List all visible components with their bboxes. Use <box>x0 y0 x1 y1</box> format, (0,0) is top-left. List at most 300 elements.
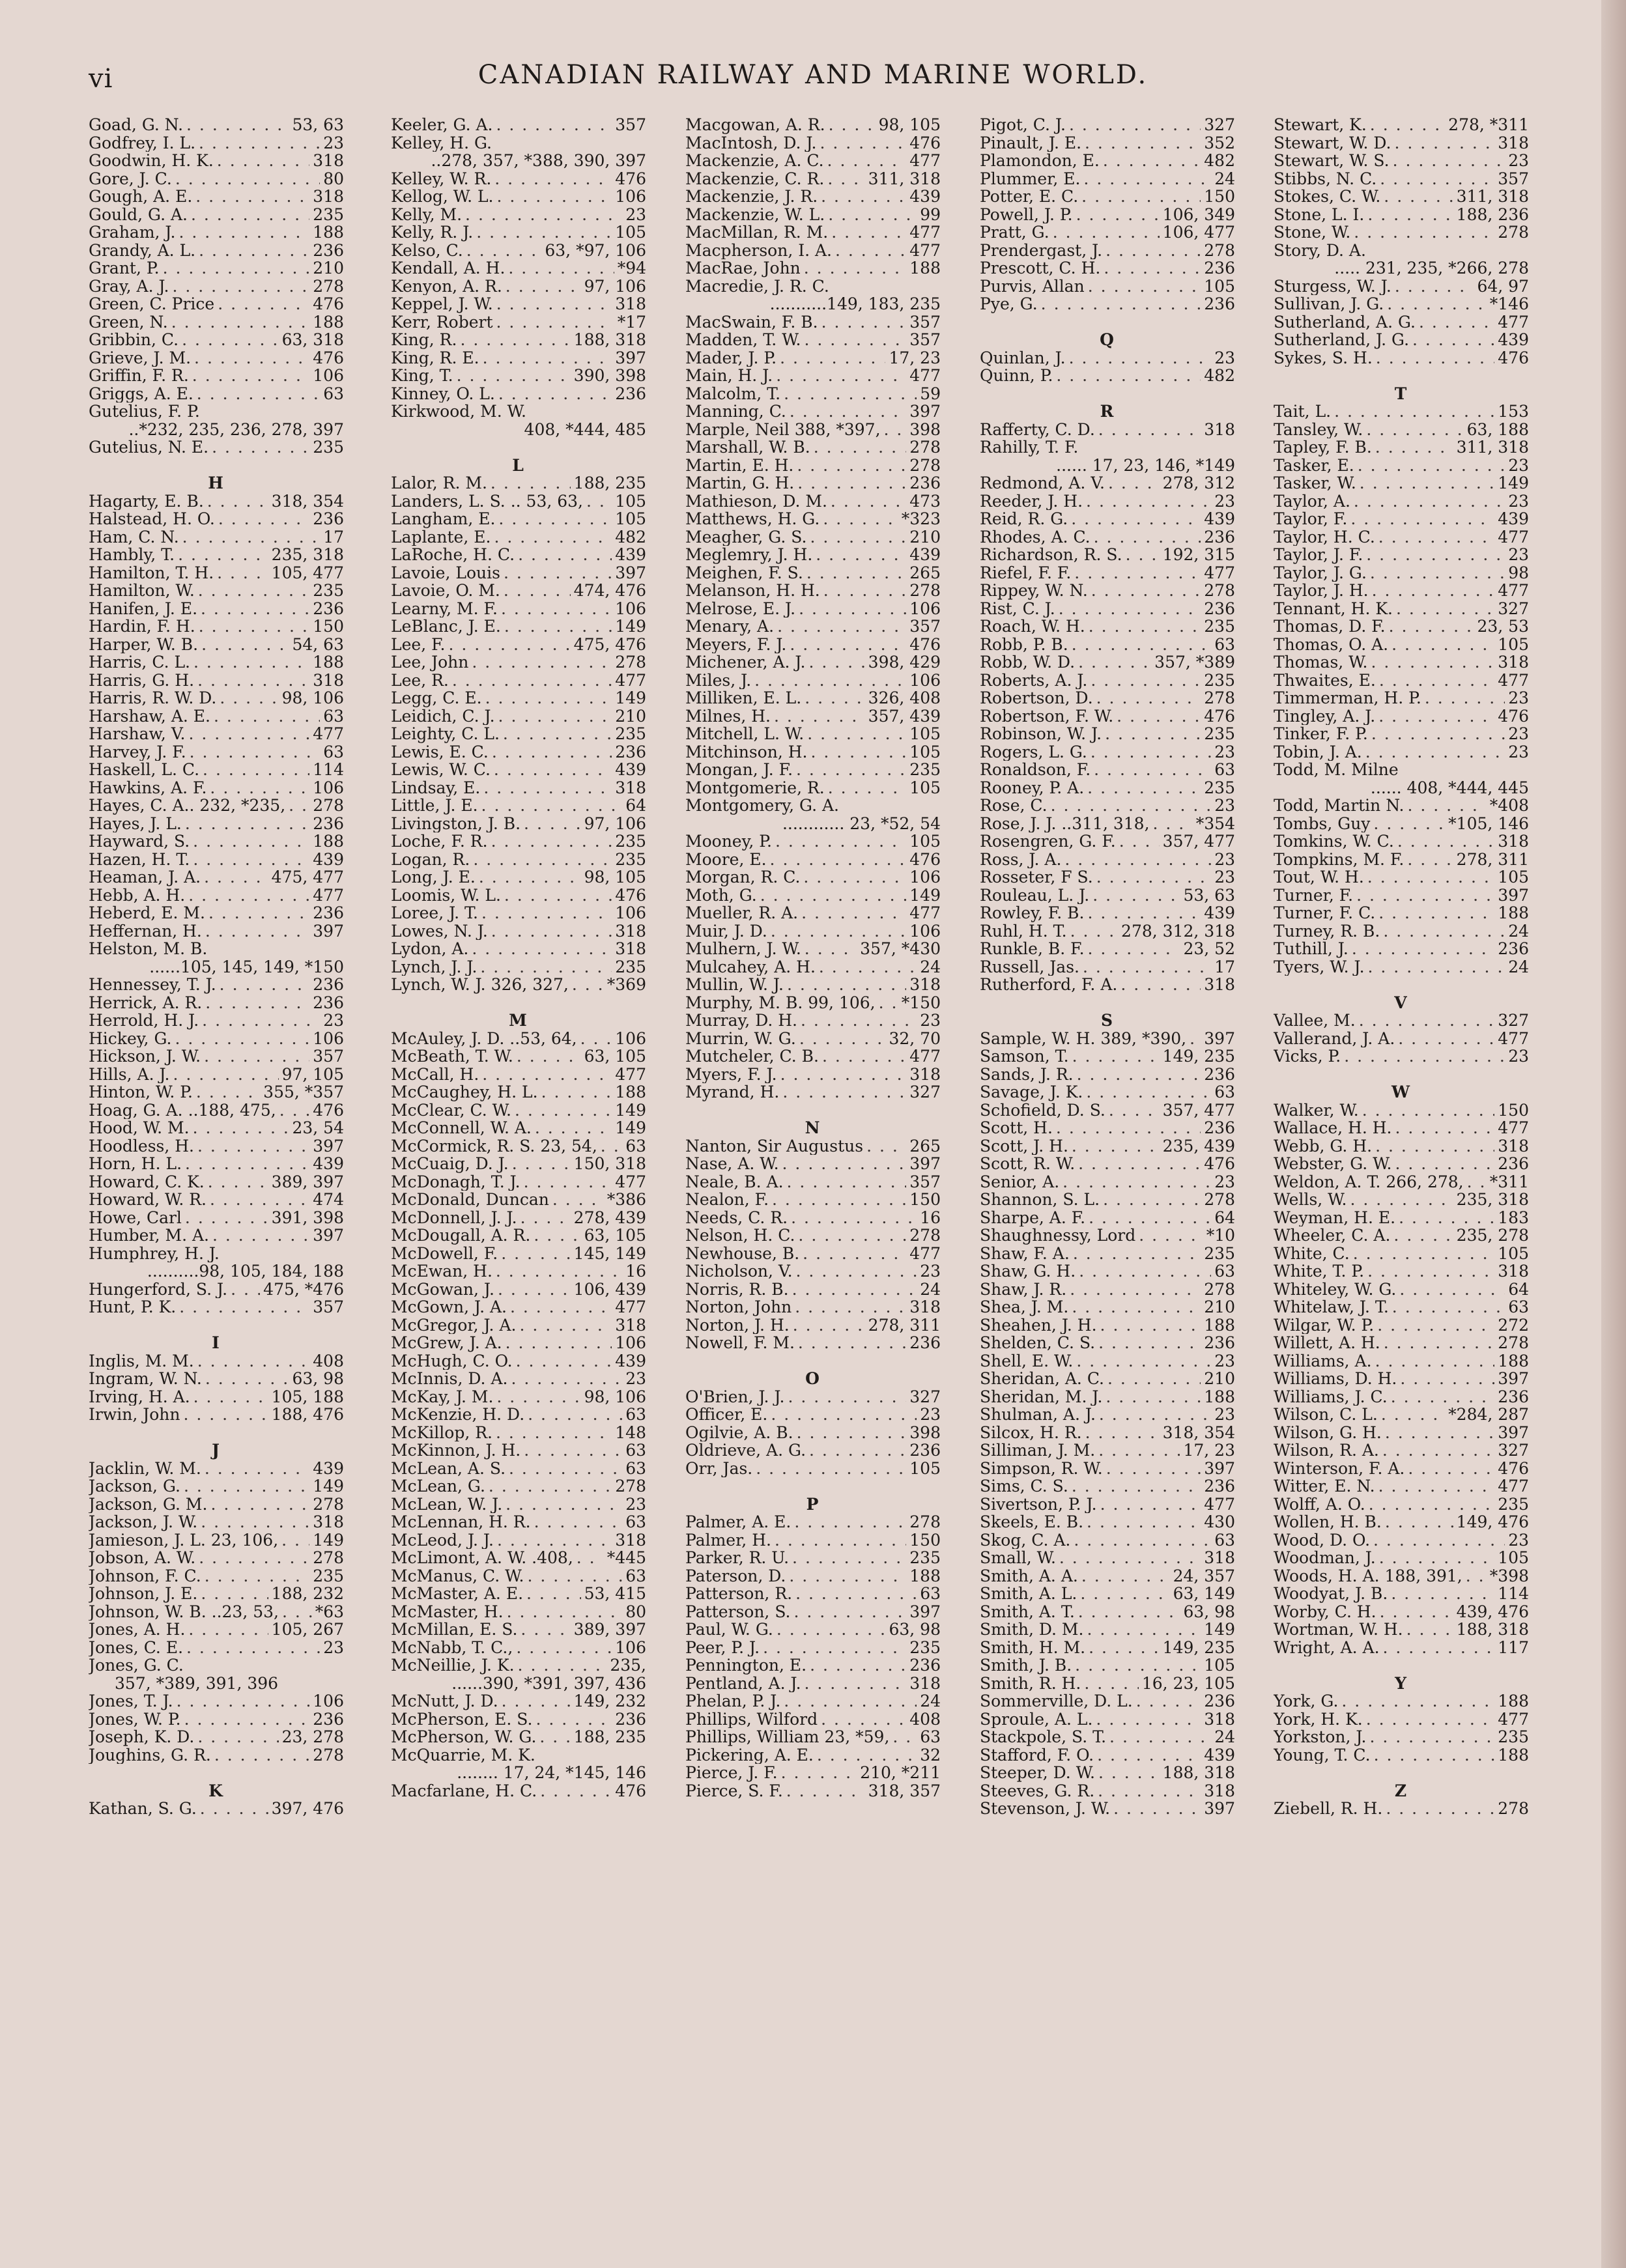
entry-name: Hambly, T. <box>89 546 175 564</box>
dot-leader <box>491 474 571 492</box>
dot-leader <box>483 779 612 797</box>
entry-name: Leidich, C. J. <box>391 707 495 725</box>
index-entry <box>89 653 344 672</box>
dot-leader <box>494 170 612 188</box>
page-refs: 236 <box>313 993 344 1012</box>
index-entry <box>980 528 1235 546</box>
page-refs: 32, 70 <box>889 1029 941 1047</box>
entry-name: Vallerand, J. A. <box>1274 1029 1395 1047</box>
index-entry <box>980 636 1235 654</box>
dot-leader <box>481 904 612 922</box>
dot-leader <box>1397 832 1494 851</box>
index-entry <box>980 1101 1235 1120</box>
index-entry <box>685 1209 941 1227</box>
index-entry <box>685 1639 941 1657</box>
page-refs: 391, 398 <box>271 1208 344 1226</box>
index-entry <box>685 994 941 1012</box>
entry-name: Jackson, J. W. <box>89 1513 198 1531</box>
entry-name: Langham, E. <box>391 510 496 528</box>
index-entry <box>685 564 941 582</box>
page-refs: 476 <box>1204 707 1235 725</box>
dot-leader <box>205 1460 309 1478</box>
index-entry <box>685 170 941 188</box>
section-gap <box>980 313 1235 332</box>
dot-leader <box>485 689 612 707</box>
page-refs: 105 <box>615 510 646 528</box>
page-refs: 188 <box>1498 1746 1529 1764</box>
dot-leader <box>1072 1477 1201 1495</box>
index-entry <box>89 922 344 941</box>
page-refs: 105 <box>1204 277 1235 295</box>
page-refs: 397 <box>1498 1370 1529 1388</box>
dot-leader <box>801 1012 917 1030</box>
entry-name: Harper, W. B. <box>89 635 199 653</box>
index-entry <box>1274 170 1529 188</box>
page-refs: 318 <box>1498 134 1529 152</box>
index-entry <box>391 1495 646 1514</box>
dot-leader <box>185 815 309 833</box>
entry-name: Wallace, H. H. <box>1274 1119 1392 1137</box>
page-refs: 236 <box>313 976 344 994</box>
dot-leader <box>829 116 876 134</box>
entry-name: Harris, R. W. D. <box>89 689 217 707</box>
index-entry <box>980 1800 1235 1818</box>
page-refs: 149 <box>615 1101 646 1119</box>
entry-name: Stewart, K. <box>1274 116 1367 134</box>
dot-leader <box>835 242 906 260</box>
entry-name: Scott, H. <box>980 1119 1053 1137</box>
entry-name: Michener, A. J. <box>685 653 806 672</box>
page-refs: 236 <box>1498 940 1529 958</box>
dot-leader <box>1070 1281 1201 1299</box>
entry-name: Nelson, H. C. <box>685 1226 795 1245</box>
dot-leader <box>797 1424 907 1442</box>
dot-leader <box>808 653 864 672</box>
entry-name: Rouleau, L. J. <box>980 886 1090 904</box>
entry-name: Robb, W. D. <box>980 653 1076 672</box>
entry-name: Pigot, C. J. <box>980 116 1066 134</box>
index-entry <box>391 1298 646 1316</box>
index-entry <box>89 1549 344 1567</box>
page-refs: 23 <box>1508 1531 1529 1549</box>
dot-leader <box>1059 600 1201 618</box>
dot-leader <box>516 1352 612 1370</box>
entry-name: Woodman, J. <box>1274 1549 1376 1567</box>
page-refs: 477 <box>615 1065 646 1083</box>
index-entry <box>1274 886 1529 905</box>
section-letter: O <box>805 1370 821 1388</box>
page-refs: 114 <box>313 761 344 779</box>
index-entry <box>685 976 941 994</box>
index-entry <box>89 134 344 152</box>
dot-leader <box>190 743 321 761</box>
page-refs: 397 <box>1204 1800 1235 1818</box>
entry-name: Rosengren, G. F. <box>980 832 1116 851</box>
dot-leader <box>518 1656 607 1675</box>
dot-leader <box>498 1281 571 1299</box>
index-entry <box>1274 1173 1529 1191</box>
page-refs: 149 <box>615 1119 646 1137</box>
entry-name: Meyers, F. J. <box>685 635 787 653</box>
index-entry-continuation <box>391 1675 646 1693</box>
entry-name: McEwan, H. <box>391 1262 492 1281</box>
section-letter: Q <box>1100 331 1115 349</box>
page-refs: 188 <box>1498 1352 1529 1370</box>
page-refs: 23 <box>920 1406 941 1424</box>
dot-leader <box>217 564 268 582</box>
entry-name: Wheeler, C. A. <box>1274 1226 1391 1245</box>
dot-leader <box>805 689 864 707</box>
index-entry <box>685 761 941 779</box>
page-refs: 98, 105 <box>878 116 941 134</box>
index-entry <box>685 653 941 672</box>
page-refs: 98, 105 <box>584 868 646 886</box>
dot-leader <box>1352 940 1494 958</box>
dot-leader <box>504 886 612 905</box>
page-refs: 318 <box>313 152 344 170</box>
index-entry <box>89 832 344 851</box>
page-refs: 23 <box>1214 1172 1235 1191</box>
section-gap <box>1274 1656 1529 1675</box>
dot-leader <box>205 994 309 1012</box>
entry-name: Hamilton, W. <box>89 582 195 600</box>
dot-leader <box>1366 546 1505 564</box>
dot-leader <box>795 1298 906 1316</box>
index-entry <box>980 1441 1235 1460</box>
page-refs: 235 <box>1204 778 1235 797</box>
entry-name: McDonagh, T. J. <box>391 1172 521 1191</box>
page-refs: 397 <box>909 1155 941 1173</box>
dot-leader <box>770 851 907 869</box>
index-entry <box>89 1281 344 1299</box>
page-refs: 183 <box>1498 1208 1529 1226</box>
dot-leader <box>460 331 570 349</box>
index-entry <box>1274 1352 1529 1370</box>
dot-leader <box>1104 259 1201 277</box>
index-entry <box>391 1370 646 1388</box>
entry-name: York, G. <box>1274 1692 1339 1710</box>
index-entry <box>1274 116 1529 134</box>
index-entry <box>391 815 646 833</box>
dot-leader <box>204 868 268 886</box>
index-entry <box>980 1477 1235 1495</box>
dot-leader <box>1056 1119 1201 1137</box>
index-entry <box>391 904 646 922</box>
dot-leader <box>231 1281 260 1299</box>
entry-name: Little, J. E. <box>391 797 478 815</box>
page-refs: 265 <box>909 1137 941 1155</box>
index-entry <box>1274 134 1529 152</box>
entry-name: Plamondon, E. <box>980 152 1100 170</box>
dot-leader <box>1081 188 1201 206</box>
section-gap <box>685 1477 941 1495</box>
entry-name: McBeath, T. W. <box>391 1047 513 1066</box>
index-entry <box>685 600 941 618</box>
page-refs: 53, 63 <box>292 116 344 134</box>
page-refs: *323 <box>901 510 941 528</box>
entry-name: Woodyat, J. B. <box>1274 1585 1388 1603</box>
entry-name: McClear, C. W. <box>391 1101 511 1119</box>
entry-name: Logan, R. <box>391 850 470 868</box>
dot-leader <box>791 1209 917 1227</box>
page-refs: 311, 318 <box>1456 438 1529 457</box>
index-entry <box>391 922 646 941</box>
dot-leader <box>1088 940 1180 958</box>
index-entry <box>89 438 344 457</box>
index-entry <box>980 653 1235 672</box>
section-gap <box>1274 976 1529 994</box>
page-refs: 16 <box>625 1262 646 1281</box>
entry-name: Scott, J. H. <box>980 1137 1068 1155</box>
page-refs: 23 <box>920 1012 941 1030</box>
index-entry <box>1274 313 1529 332</box>
page-refs: 63, 105 <box>584 1226 646 1245</box>
index-entry <box>391 1782 646 1800</box>
page-refs: 106 <box>909 922 941 940</box>
index-entry <box>1274 1531 1529 1550</box>
dot-leader <box>1096 689 1201 707</box>
entry-name: Shaw, J. R. <box>980 1280 1067 1298</box>
dot-leader <box>1385 1513 1453 1531</box>
dot-leader <box>1375 1137 1494 1155</box>
page-refs: 477 <box>1498 671 1529 689</box>
dot-leader <box>794 1603 907 1621</box>
entry-name: Rippey, W. N. <box>980 582 1088 600</box>
dot-leader <box>515 1101 612 1120</box>
index-entry-name: Story, D. A. <box>1274 241 1366 259</box>
entry-name: Tingley, A. J. <box>1274 707 1376 725</box>
page-refs: 235 <box>615 832 646 851</box>
dot-leader <box>1334 403 1494 421</box>
page-refs: 63 <box>625 1566 646 1585</box>
index-entry-continuation <box>89 1675 344 1693</box>
page-refs: 17, 23 <box>889 348 941 367</box>
index-entry <box>89 188 344 206</box>
index-entry <box>1274 1800 1529 1818</box>
index-entry <box>980 259 1235 277</box>
section-letter: T <box>1394 384 1408 403</box>
entry-name: Mueller, R. A. <box>685 904 799 922</box>
dot-leader <box>1076 206 1160 224</box>
dot-leader <box>528 1406 622 1424</box>
entry-name: Murrin, W. G. <box>685 1029 796 1047</box>
page-refs: 357 <box>909 1172 941 1191</box>
index-entry <box>89 349 344 367</box>
index-entry <box>1274 1245 1529 1263</box>
page-refs: ..... 231, 235, *266, 278 <box>1334 259 1529 277</box>
page-refs: 32 <box>920 1746 941 1764</box>
page-refs: 188, 318 <box>1162 1764 1235 1782</box>
page-refs: 23 <box>1508 689 1529 707</box>
page-refs: 153 <box>1498 403 1529 421</box>
entry-name: Robb, P. B. <box>980 635 1068 653</box>
page-refs: 357, *389 <box>1154 653 1235 672</box>
dot-leader <box>1103 1191 1201 1209</box>
entry-name: Tompkins, M. F. <box>1274 850 1405 868</box>
entry-name: Tasker, W. <box>1274 474 1356 492</box>
page-refs: 476 <box>615 1781 646 1800</box>
page-refs: ......390, *391, 397, 436 <box>451 1674 646 1692</box>
dot-leader <box>1098 421 1201 439</box>
dot-leader <box>814 438 907 457</box>
index-entry <box>685 349 941 367</box>
entry-name: Tuthill, J. <box>1274 940 1348 958</box>
page-refs: 439 <box>1498 510 1529 528</box>
dot-leader <box>1350 510 1494 528</box>
dot-leader <box>1088 277 1201 296</box>
index-entry <box>391 1531 646 1550</box>
dot-leader <box>212 438 309 457</box>
dot-leader <box>1406 1621 1453 1639</box>
index-entry-continuation <box>89 958 344 976</box>
entry-name: Rooney, P. A. <box>980 778 1085 797</box>
dot-leader <box>1366 1710 1495 1729</box>
page-refs: 23 <box>625 1495 646 1513</box>
entry-name: McCormick, R. S. 23, 54, <box>391 1137 597 1155</box>
entry-name: Steeper, D. W. <box>980 1764 1095 1782</box>
entry-name: Harris, G. H. <box>89 671 195 689</box>
page-refs: *445 <box>606 1549 646 1567</box>
entry-name: Pickering, A. E. <box>685 1746 814 1764</box>
dot-leader <box>1096 868 1211 886</box>
dot-leader <box>1369 1728 1494 1746</box>
entry-name: Norris, R. B. <box>685 1280 789 1298</box>
entry-name: Hazen, H. T. <box>89 850 190 868</box>
page-refs: 476 <box>909 134 941 152</box>
page-refs: 278 <box>1498 1334 1529 1352</box>
dot-leader <box>506 1495 622 1514</box>
section-letter: V <box>1394 993 1408 1012</box>
dot-leader <box>175 1030 309 1048</box>
entry-name: Melanson, H. H. <box>685 582 820 600</box>
dot-leader <box>184 1477 309 1495</box>
page-refs: 63 <box>625 1406 646 1424</box>
index-entry <box>89 1639 344 1657</box>
page-refs: 23 <box>920 1262 941 1281</box>
page-refs: 357, *389, 391, 396 <box>115 1674 279 1692</box>
page-refs: 278 <box>1204 241 1235 259</box>
dot-leader <box>496 1262 622 1281</box>
index-entry <box>89 797 344 815</box>
section-gap <box>980 994 1235 1012</box>
index-entry <box>980 1513 1235 1531</box>
entry-name: Loche, F. R. <box>391 832 488 851</box>
page-refs: 210, *211 <box>860 1764 941 1782</box>
entry-name: Heffernan, H. <box>89 922 202 940</box>
entry-name: Stafford, F. O. <box>980 1746 1094 1764</box>
page-refs: 278, *311 <box>1448 116 1529 134</box>
index-entry <box>391 1316 646 1335</box>
dot-leader <box>1072 636 1211 654</box>
page-refs: 23 <box>1214 743 1235 761</box>
index-entry <box>89 259 344 277</box>
page-refs: 235 <box>313 205 344 223</box>
index-entry <box>89 313 344 332</box>
entry-name: McDonald, Duncan <box>391 1191 549 1209</box>
index-entry <box>685 707 941 726</box>
page-refs: 23 <box>1508 546 1529 564</box>
index-entry <box>685 134 941 152</box>
entry-name: Smith, D. M. <box>980 1621 1084 1639</box>
entry-name: Gray, A. J. <box>89 277 169 295</box>
index-entry <box>391 1066 646 1084</box>
page-refs: 23 <box>1508 743 1529 761</box>
index-entry <box>685 367 941 385</box>
entry-name: Williams, J. C. <box>1274 1387 1388 1406</box>
index-entry <box>391 1549 646 1567</box>
page-refs: 439, 476 <box>1456 1602 1529 1621</box>
page-refs: 482 <box>1204 152 1235 170</box>
entry-name: Long, J. E. <box>391 868 476 886</box>
page-refs: 98, 106 <box>281 689 344 707</box>
page-refs: 236 <box>313 510 344 528</box>
entry-name: Lee, F. <box>391 635 446 653</box>
index-entry <box>391 367 646 385</box>
index-entry <box>89 761 344 779</box>
entry-name: McConnell, W. A. <box>391 1119 532 1137</box>
entry-name: Palmer, A. E. <box>685 1513 792 1531</box>
index-entry <box>89 1226 344 1245</box>
index-entry <box>391 1513 646 1531</box>
page-refs: 439 <box>1204 1746 1235 1764</box>
index-entry <box>685 1585 941 1603</box>
index-entry <box>89 1370 344 1388</box>
dot-leader <box>1391 636 1494 654</box>
index-entry <box>89 1119 344 1137</box>
page-refs: 430 <box>1204 1513 1235 1531</box>
page-refs: 408 <box>313 1352 344 1370</box>
dot-leader <box>1085 134 1201 152</box>
dot-leader <box>1365 743 1505 761</box>
entry-name: Smith, J. B. <box>980 1656 1072 1675</box>
entry-name: Silcox, H. R. <box>980 1423 1082 1441</box>
page-refs: 318 <box>313 188 344 206</box>
dot-leader <box>819 958 917 976</box>
dot-leader <box>827 170 864 188</box>
entry-name: Roach, W. H. <box>980 617 1085 636</box>
page-refs: 188 <box>1498 904 1529 922</box>
dot-leader <box>798 1226 906 1245</box>
page-refs: 106 <box>615 188 646 206</box>
dot-leader <box>789 1567 906 1585</box>
page-refs: 355, *357 <box>263 1083 344 1101</box>
index-entry <box>391 653 646 672</box>
index-entry <box>1274 510 1529 528</box>
index-entry <box>391 761 646 779</box>
dot-leader <box>577 1549 604 1567</box>
index-entry <box>685 1047 941 1066</box>
page-refs: 188 <box>909 259 941 277</box>
page-refs: 105, 477 <box>271 563 344 582</box>
entry-name: Halstead, H. O. <box>89 510 215 528</box>
page-refs: 477 <box>1204 1495 1235 1513</box>
page-refs: *408 <box>1489 797 1529 815</box>
page-refs: 278, 312 <box>1162 474 1235 492</box>
index-entry <box>685 1603 941 1621</box>
page-refs: 63 <box>625 1137 646 1155</box>
dot-leader <box>1354 492 1505 511</box>
index-entry <box>89 868 344 886</box>
index-entry <box>685 582 941 600</box>
index-entry <box>685 421 941 439</box>
page-refs: *354 <box>1195 814 1235 832</box>
dot-leader <box>884 421 907 439</box>
entry-name: Hills, A. J. <box>89 1065 170 1083</box>
dot-leader <box>1109 1728 1211 1746</box>
index-entry <box>1274 1209 1529 1227</box>
dot-leader <box>1074 1531 1211 1550</box>
entry-name: Needs, C. R. <box>685 1208 788 1226</box>
